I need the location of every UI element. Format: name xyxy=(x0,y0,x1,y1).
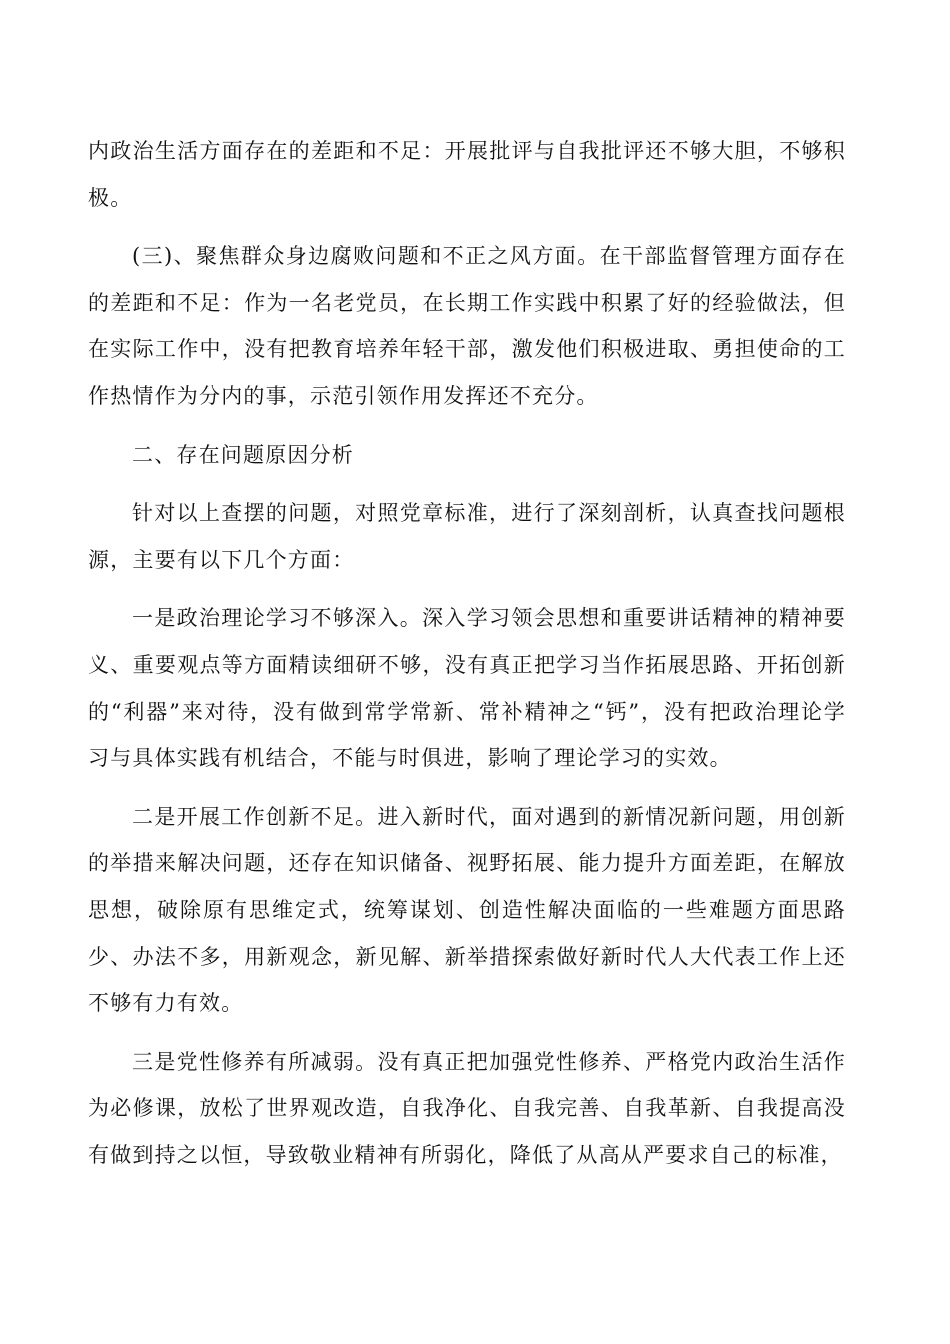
paragraph-1: 内政治生活方面存在的差距和不足：开展批评与自我批评还不够大胆，不够积极。 xyxy=(88,139,846,210)
paragraph-2: (三)、聚焦群众身边腐败问题和不正之风方面。在干部监督管理方面存在的差距和不足：作为一名老党员，在长期工作实践中积累了好的经验做法，但在实际工作中，没有把教育培养年轻干部，激发他们积极进取、勇担使命的工作热情作为分内的事，示范引领作用发挥还不充分。 xyxy=(88,244,846,408)
document-body xyxy=(88,128,846,1190)
paragraph-6: 三是党性修养有所减弱。没有真正把加强党性修养、严格党内政治生活作为必修课，放松了世界观改造，自我净化、自我完善、自我革新、自我提高没有做到持之以恒，导致敬业精神有所弱化，降低了从高从严要求自己的标准， xyxy=(88,1049,846,1167)
paragraph-4: 一是政治理论学习不够深入。深入学习领会思想和重要讲话精神的精神要义、重要观点等方面精读细研不够，没有真正把学习当作拓展思路、开拓创新的“利器”来对待，没有做到常学常新、常补精神之“钙”，没有把政治理论学习与具体实践有机结合，不能与时俱进，影响了理论学习的实效。 xyxy=(88,606,846,771)
paragraph-3: 针对以上查摆的问题，对照党章标准，进行了深刻剖析，认真查找问题根源，主要有以下几个方面： xyxy=(88,501,846,572)
paragraph-5: 二是开展工作创新不足。进入新时代，面对遇到的新情况新问题，用创新的举措来解决问题，还存在知识储备、视野拓展、能力提升方面差距，在解放思想，破除原有思维定式，统筹谋划、创造性解决面临的一些难题方面思路少、办法不多，用新观念，新见解、新举措探索做好新时代人大代表工作上还不够有力有效。 xyxy=(88,804,846,1016)
section-heading: 二、存在问题原因分析 xyxy=(132,442,354,467)
